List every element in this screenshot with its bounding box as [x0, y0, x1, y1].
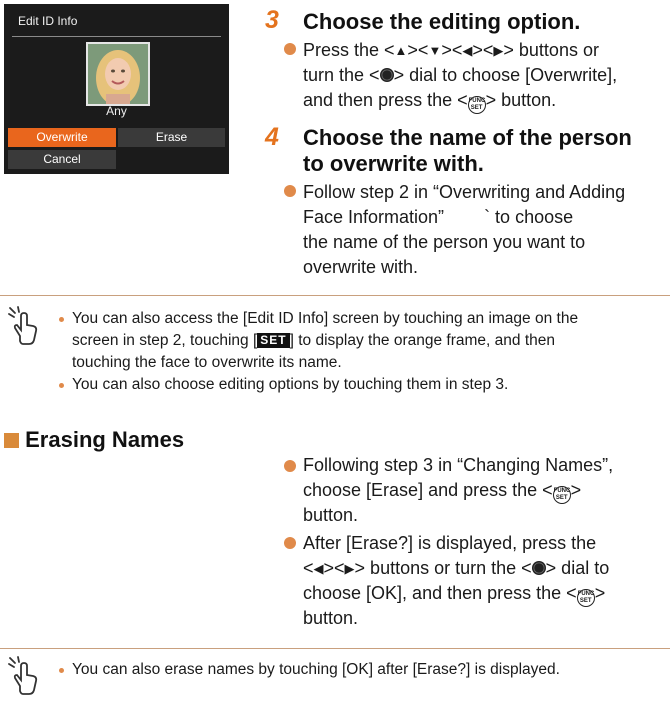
right-arrow-icon: ▶ — [344, 561, 355, 576]
bullet — [284, 537, 296, 549]
bullet — [284, 43, 296, 55]
step-4-number: 4 — [265, 123, 279, 151]
step-3-number: 3 — [265, 6, 279, 34]
control-dial-icon — [380, 68, 394, 82]
tip2-line1: You can also erase names by touching [OK] after [Erase?] is displayed. — [72, 661, 560, 678]
right-arrow-icon: ▶ — [493, 43, 504, 58]
bullet — [59, 383, 64, 388]
tip1-line2: screen in step 2, touching [ SET ] to display the orange frame, and then — [72, 332, 556, 349]
bullet — [284, 460, 296, 472]
divider — [0, 295, 670, 296]
step-4-title-line1: Choose the name of the person — [303, 125, 632, 150]
step-4-title-line2: to overwrite with. — [303, 151, 484, 176]
bullet — [59, 668, 64, 673]
heading-marker-icon — [4, 433, 19, 448]
up-arrow-icon: ▲ — [394, 43, 408, 58]
screen-title: Edit ID Info — [18, 14, 78, 28]
func-set-icon: FUNC SET — [468, 96, 486, 114]
bullet — [59, 317, 64, 322]
erase-button[interactable]: Erase — [118, 128, 225, 147]
erase-b1-line1: Following step 3 in “Changing Names”, — [303, 455, 614, 475]
face-thumbnail — [86, 42, 150, 106]
erase-b2-line4: button. — [303, 608, 359, 628]
step-4-body-line4: overwrite with. — [303, 257, 419, 277]
left-arrow-icon: ◀ — [313, 561, 324, 576]
section-heading: Erasing Names — [4, 427, 184, 453]
touch-hand-icon — [4, 306, 42, 346]
step-4-body-line3: the name of the person you want to — [303, 232, 586, 252]
tip1-line1: You can also access the [Edit ID Info] screen by touching an image on the — [72, 310, 579, 327]
left-arrow-icon: ◀ — [462, 43, 473, 58]
down-arrow-icon: ▼ — [428, 43, 442, 58]
step-4-body-line1: Follow step 2 in “Overwriting and Adding — [303, 182, 626, 202]
face-name: Any — [106, 104, 127, 118]
tip1-line3: touching the face to overwrite its name. — [72, 354, 342, 371]
step-3-body-line3: and then press the <FUNC SET > button. — [303, 88, 556, 114]
touch-hand-icon — [4, 656, 42, 696]
erase-b2-line3: choose [OK], and then press the <FUNC SET > — [303, 581, 605, 607]
func-set-icon: FUNC SET — [577, 589, 595, 607]
erase-b1-line3: button. — [303, 505, 359, 525]
step-4-body-line2: Face Information” ` to choose — [303, 207, 574, 227]
camera-screen — [4, 4, 229, 174]
divider — [0, 648, 670, 649]
set-key-icon: SET — [257, 333, 289, 348]
func-set-icon: FUNC SET — [553, 486, 571, 504]
erase-b2-line2: <◀><▶> buttons or turn the < > dial to — [303, 556, 609, 581]
control-dial-icon — [532, 561, 546, 575]
bullet — [284, 185, 296, 197]
tip1-line4: You can also choose editing options by touching them in step 3. — [72, 376, 509, 393]
overwrite-button[interactable]: Overwrite — [8, 128, 116, 147]
cancel-button[interactable]: Cancel — [8, 150, 116, 169]
step-3-body-line2: turn the < > dial to choose [Overwrite], — [303, 65, 618, 85]
step-3-body-line1: Press the <▲><▼><◀><▶> buttons or — [303, 38, 599, 63]
erase-b1-line2: choose [Erase] and press the <FUNC SET > — [303, 478, 581, 504]
step-3-title: Choose the editing option. — [303, 9, 581, 34]
screen-divider — [12, 36, 221, 37]
erase-b2-line1: After [Erase?] is displayed, press the — [303, 533, 597, 553]
